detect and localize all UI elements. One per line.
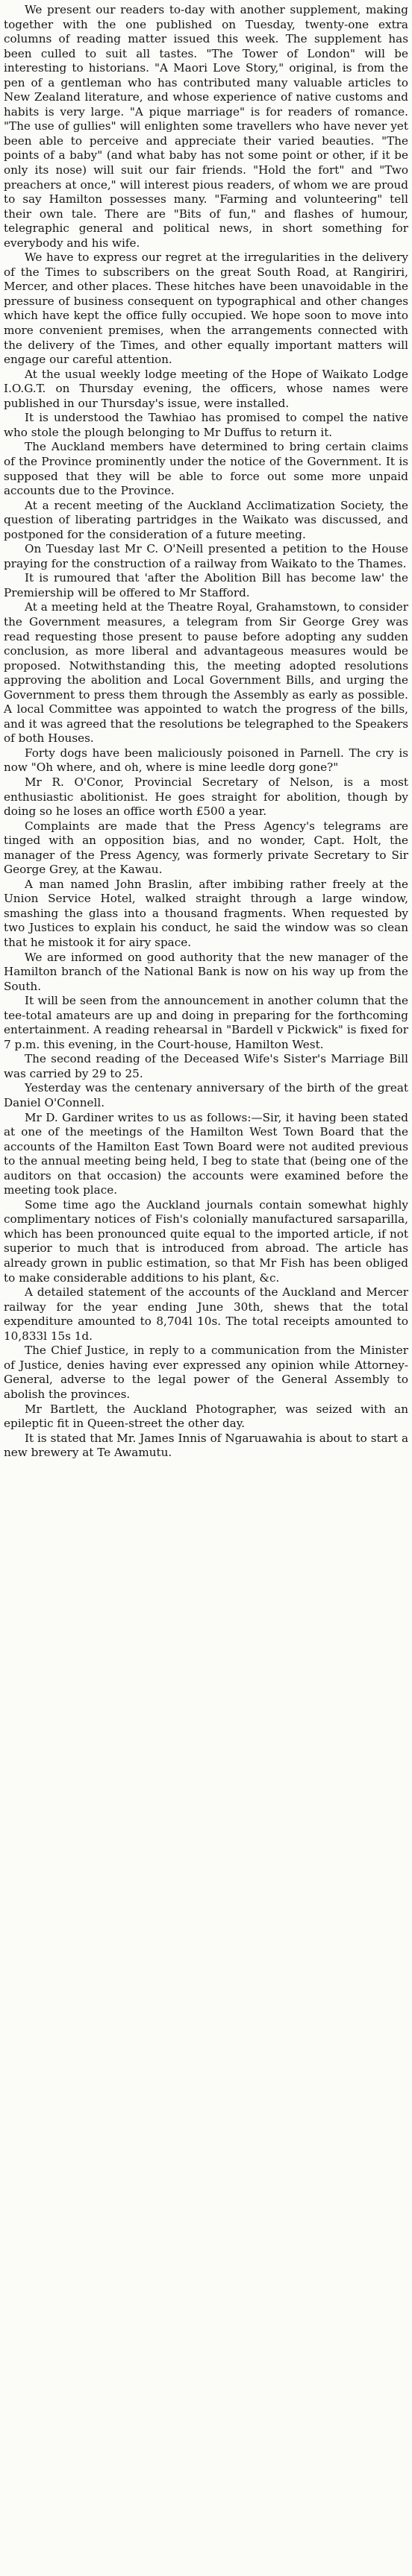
paragraph-lodge-meeting: At the usual weekly lodge meeting of the Hope of Waikato Lodge I.O.G.T. on Thursday evening, the officers, whose names were published in our Thursday's issue, were installed.: [4, 367, 408, 410]
paragraph-forty-dogs: Forty dogs have been maliciously poisoned in Parnell. The cry is now "Oh where, and oh, where is mine leedle dorg gone?": [4, 746, 408, 775]
paragraph-national-bank: We are informed on good authority that the new manager of the Hamilton branch of the National Bank is now on his way up from the South.: [4, 950, 408, 993]
paragraph-delivery-irregularities: We have to express our regret at the irregularities in the delivery of the Times to subscribers on the great South Road, at Rangiriri, Mercer, and other places. These hitches have been unavoidable in the pressure of business consequent on typographical and other changes which have kept the office fully occupied. We hope soon to move into more convenient premises, when the arrangements connected with the delivery of the Times, and other equally important matters will engage our careful attention.: [4, 251, 408, 367]
paragraph-theatre-royal-meeting: At a meeting held at the Theatre Royal, Grahamstown, to consider the Government measures, a telegram from Sir George Grey was read requesting those present to pause before adopting any sudden conclusion, as more liberal and advantageous measures would be proposed. Notwithstanding this, the meeting adopted resolutions approving the abolition and Local Government Bills, and urging the Government to press them through the Assembly as early as possible. A local Committee was appointed to watch the progress of the bills, and it was agreed that the resolutions be telegraphed to the Speakers of both Houses.: [4, 600, 408, 746]
paragraph-railway-accounts: A detailed statement of the accounts of the Auckland and Mercer railway for the year ending June 30th, shews that the total expenditure amounted to 8,704l 10s. The total receipts amounted to 10,833l 15s 1d.: [4, 1285, 408, 1343]
paragraph-john-braslin: A man named John Braslin, after imbibing rather freely at the Union Service Hotel, walked straight through a large window, smashing the glass into a thousand fragments. When requested by two Justices to explain his conduct, he said the window was so clean that he mistook it for airy space.: [4, 877, 408, 949]
paragraph-fish-sarsaparilla: Some time ago the Auckland journals contain somewhat highly complimentary notices of Fish's colonially manufactured sarsaparilla, which has been pronounced quite equal to the imported article, if not superior to much that is introduced from abroad. The article has already grown in public estimation, so that Mr Fish has been obliged to make considerable additions to his plant, &c.: [4, 1197, 408, 1285]
paragraph-deceased-wife-bill: The second reading of the Deceased Wife's Sister's Marriage Bill was carried by 29 to 25.: [4, 1052, 408, 1080]
paragraph-oneill-petition: On Tuesday last Mr C. O'Neill presented a petition to the House praying for the construction of a railway from Waikato to the Thames.: [4, 542, 408, 570]
news-column: [4, 3, 408, 1461]
paragraph-oconor: Mr R. O'Conor, Provincial Secretary of Nelson, is a most enthusiastic abolitionist. He goes straight for abolition, though by doing so he loses an office worth £500 a year.: [4, 775, 408, 819]
paragraph-chief-justice: The Chief Justice, in reply to a communication from the Minister of Justice, denies having ever expressed any opinion while Attorney-General, adverse to the legal power of the General Assembly to abolish the provinces.: [4, 1344, 408, 1401]
paragraph-supplement: We present our readers to-day with another supplement, making together with the one published on Tuesday, twenty-one extra columns of reading matter issued this week. The supplement has been culled to suit all tastes. "The Tower of London" will be interesting to historians. "A Maori Love Story," original, is from the pen of a gentleman who has contributed many valuable articles to New Zealand literature, and whose experience of native customs and habits is very large. "A pique marriage" is for readers of romance. "The use of gullies" will enlighten some travellers who have never yet been able to perceive and appreciate their varied beauties. "The points of a baby" (and what baby has not some point or other, if it be only its nose) will suit our fair friends. "Hold the fort" and "Two preachers at once," will interest pious readers, of whom we are proud to say Hamilton possesses many. "Farming and volunteering" tell their own tale. There are "Bits of fun," and flashes of humour, telegraphic general and political news, in short something for everybody and his wife.: [4, 3, 408, 250]
paragraph-brewery: It is stated that Mr. James Innis of Ngaruawahia is about to start a new brewery at Te Awamutu.: [4, 1431, 408, 1460]
paragraph-premiership-rumour: It is rumoured that 'after the Abolition Bill has become law' the Premiership will be offered to Mr Stafford.: [4, 571, 408, 599]
paragraph-oconnell-centenary: Yesterday was the centenary anniversary of the birth of the great Daniel O'Connell.: [4, 1081, 408, 1110]
paragraph-tee-total-amateurs: It will be seen from the announcement in another column that the tee-total amateurs are up and doing in preparing for the forthcoming entertainment. A reading rehearsal in "Bardell v Pickwick" is fixed for 7 p.m. this evening, in the Court-house, Hamilton West.: [4, 994, 408, 1051]
paragraph-auckland-members: The Auckland members have determined to bring certain claims of the Province prominently under the notice of the Government. It is supposed that they will be able to force out some more unpaid accounts due to the Province.: [4, 440, 408, 498]
paragraph-tawhiao-plough: It is understood the Tawhiao has promised to compel the native who stole the plough belonging to Mr Duffus to return it.: [4, 411, 408, 439]
paragraph-bartlett: Mr Bartlett, the Auckland Photographer, was seized with an epileptic fit in Queen-street the other day.: [4, 1402, 408, 1431]
paragraph-press-agency: Complaints are made that the Press Agency's telegrams are tinged with an opposition bias, and no wonder, Capt. Holt, the manager of the Press Agency, was formerly private Secretary to Sir George Grey, at the Kawau.: [4, 819, 408, 877]
paragraph-acclimatization: At a recent meeting of the Auckland Acclimatization Society, the question of liberating partridges in the Waikato was discussed, and postponed for the consideration of a future meeting.: [4, 498, 408, 541]
paragraph-gardiner-letter: Mr D. Gardiner writes to us as follows:—Sir, it having been stated at one of the meetings of the Hamilton West Town Board that the accounts of the Hamilton East Town Board were not audited previous to the annual meeting being held, I beg to state that (being one of the auditors on that occasion) the accounts were examined before the meeting took place.: [4, 1110, 408, 1197]
